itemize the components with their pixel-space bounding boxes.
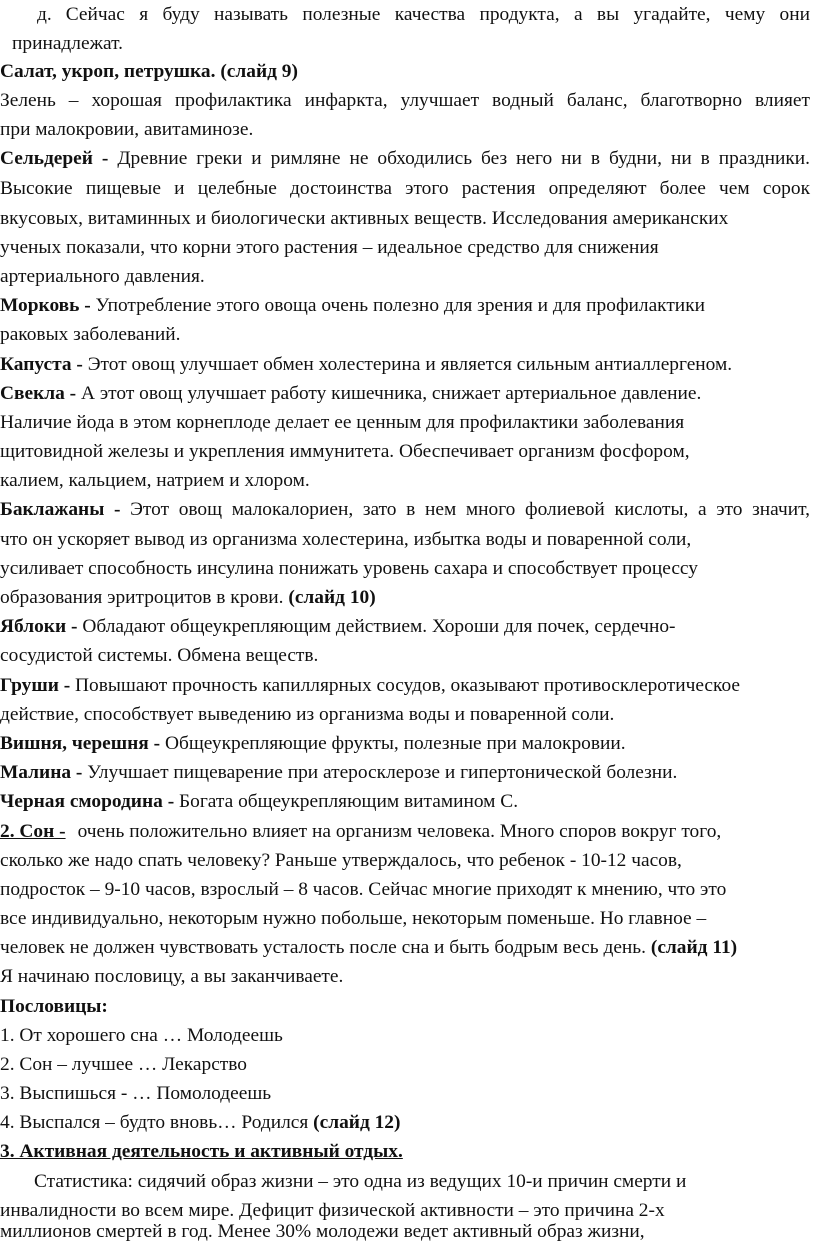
- cabbage-line-1: [0, 350, 732, 380]
- activity-heading: 3. Активная деятельность и активный отдых.: [0, 1141, 403, 1162]
- pears-term: Груши -: [0, 675, 71, 696]
- sleep-line-6: Я начинаю пословицу, а вы заканчиваете.: [0, 966, 344, 987]
- cherry-line-1: [0, 729, 626, 759]
- carrot-line-2: раковых заболеваний.: [0, 324, 181, 345]
- intro-text-1: Сейчас я буду называть полезные качества продукта, а вы угадайте, чему они: [65, 4, 810, 25]
- pears-text-1: Повышают прочность капиллярных сосудов, оказывают противосклеротическое: [75, 675, 740, 696]
- pears-line-2: действие, способствует выведению из организма воды и поваренной соли.: [0, 704, 615, 725]
- apples-line-2: сосудистой системы. Обмена веществ.: [0, 645, 319, 666]
- sleep-heading: 2. Сон -: [0, 821, 66, 842]
- blackcurrant-text-1: Богата общеукрепляющим витамином С.: [179, 791, 519, 812]
- proverbs-heading: Пословицы:: [0, 996, 108, 1017]
- eggplant-slide-ref: (слайд 10): [288, 587, 376, 608]
- celery-line-2: Высокие пищевые и целебные достоинства этого растения определяют более чем сорок: [0, 178, 810, 199]
- eggplant-line-2: что он ускоряет вывод из организма холестерина, избытка воды и поваренной соли,: [0, 529, 692, 550]
- proverbs-slide-ref: (слайд 12): [313, 1112, 401, 1133]
- cherry-text-1: Общеукрепляющие фрукты, полезные при малокровии.: [164, 733, 626, 754]
- proverb-item-2: 2. Сон – лучшее … Лекарство: [0, 1054, 247, 1075]
- carrot-text-1: Употребление этого овоща очень полезно для зрения и для профилактики: [95, 295, 705, 316]
- sleep-line-5: [0, 933, 737, 963]
- beet-term: Свекла -: [0, 383, 77, 404]
- celery-line-1: [0, 144, 810, 174]
- sleep-line-2: сколько же надо спать человеку? Раньше утверждалось, что ребенок - 10-12 часов,: [0, 850, 682, 871]
- beet-text-1: А этот овощ улучшает работу кишечника, снижает артериальное давление.: [81, 383, 702, 404]
- beet-line-1: [0, 379, 701, 409]
- cherry-term: Вишня, черешня -: [0, 733, 161, 754]
- celery-term: Сельдерей -: [0, 148, 109, 169]
- blackcurrant-line-1: [0, 787, 518, 817]
- salad-line-1: Зелень – хорошая профилактика инфаркта, улучшает водный баланс, благотворно влияет: [0, 90, 810, 111]
- intro-marker: д.: [37, 4, 52, 25]
- intro-line-1: [37, 0, 810, 30]
- celery-line-5: артериального давления.: [0, 266, 205, 287]
- beet-line-4: калием, кальцием, натрием и хлором.: [0, 470, 310, 491]
- raspberry-text-1: Улучшает пищеварение при атеросклерозе и гипертонической болезни.: [87, 762, 678, 783]
- blackcurrant-term: Черная смородина -: [0, 791, 175, 812]
- eggplant-text-4: образования эритроцитов в крови.: [0, 587, 284, 608]
- sleep-line-4: все индивидуально, некоторым нужно побольше, некоторым поменьше. Но главное –: [0, 908, 707, 929]
- intro-line-2: принадлежат.: [12, 33, 123, 54]
- sleep-text-1: очень положительно влияет на организм человека. Много споров вокруг того,: [77, 821, 722, 842]
- proverb-text-4: 4. Выспался – будто вновь… Родился: [0, 1112, 309, 1133]
- apples-line-1: [0, 612, 676, 642]
- cabbage-term: Капуста -: [0, 354, 83, 375]
- eggplant-line-1: [0, 495, 810, 525]
- salad-heading: Салат, укроп, петрушка. (слайд 9): [0, 61, 298, 82]
- celery-text-1: Древние греки и римляне не обходились без него ни в будни, ни в праздники.: [117, 148, 810, 169]
- carrot-line-1: [0, 291, 705, 321]
- activity-line-2: инвалидности во всем мире. Дефицит физической активности – это причина 2-х: [0, 1200, 665, 1221]
- beet-line-3: щитовидной железы и укрепления иммунитета. Обеспечивает организм фосфором,: [0, 441, 690, 462]
- activity-line-3: миллионов смертей в год. Менее 30% молодежи ведет активный образ жизни,: [0, 1221, 645, 1242]
- sleep-slide-ref: (слайд 11): [650, 937, 738, 958]
- eggplant-line-4: [0, 583, 376, 613]
- apples-text-1: Обладают общеукрепляющим действием. Хороши для почек, сердечно-: [82, 616, 676, 637]
- celery-line-3: вкусовых, витаминных и биологически активных веществ. Исследования американских: [0, 208, 729, 229]
- proverb-item-4: [0, 1108, 400, 1138]
- apples-term: Яблоки -: [0, 616, 78, 637]
- celery-line-4: ученых показали, что корни этого растения – идеальное средство для снижения: [0, 237, 659, 258]
- beet-line-2: Наличие йода в этом корнеплоде делает ее ценным для профилактики заболевания: [0, 412, 685, 433]
- proverb-item-3: 3. Выспишься - … Помолодеешь: [0, 1083, 272, 1104]
- eggplant-text-1: Этот овощ малокалориен, зато в нем много фолиевой кислоты, а это значит,: [130, 499, 810, 520]
- raspberry-line-1: [0, 758, 677, 788]
- pears-line-1: [0, 671, 740, 701]
- carrot-term: Морковь -: [0, 295, 91, 316]
- sleep-line-3: подросток – 9-10 часов, взрослый – 8 часов. Сейчас многие приходят к мнению, что это: [0, 879, 727, 900]
- salad-line-2: при малокровии, авитаминозе.: [0, 119, 254, 140]
- cabbage-text-1: Этот овощ улучшает обмен холестерина и является сильным антиаллергеном.: [87, 354, 733, 375]
- eggplant-line-3: усиливает способность инсулина понижать уровень сахара и способствует процессу: [0, 558, 698, 579]
- proverb-item-1: 1. От хорошего сна … Молодеешь: [0, 1025, 283, 1046]
- sleep-line-1: [0, 817, 721, 847]
- activity-line-1: Статистика: сидячий образ жизни – это одна из ведущих 10-и причин смерти и: [34, 1171, 687, 1192]
- sleep-text-5: человек не должен чувствовать усталость после сна и быть бодрым весь день.: [0, 937, 646, 958]
- eggplant-term: Баклажаны -: [0, 499, 121, 520]
- raspberry-term: Малина -: [0, 762, 83, 783]
